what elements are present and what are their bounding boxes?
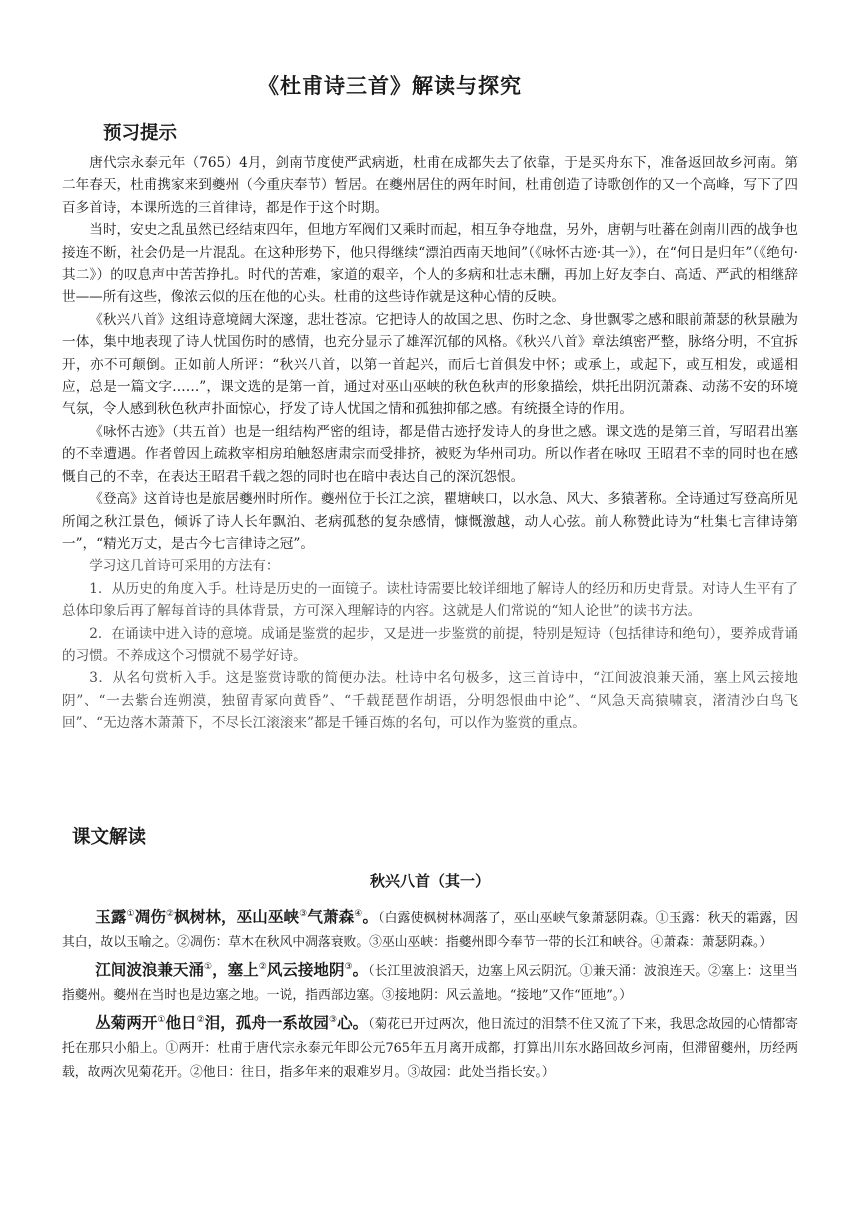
poem-text: ，塞上 [212,961,259,980]
poem-text: 凋伤 [134,908,166,927]
poem-text: 气萧森 [307,908,355,927]
poem-text: 玉露 [95,908,127,927]
paragraph: 《登高》这首诗也是旅居夔州时所作。夔州位于长江之滨，瞿塘峡口，以水急、风大、多猿著称。全诗通过写登高所见所闻之秋江景色，倾诉了诗人长年飘泊、老病孤愁的复杂感情，慷慨激越，动人心弦。前人称赞此诗为“杜集七言律诗第一”，“精光万丈，是古今七言律诗之冠”。 [62,491,798,552]
poem-text: 枫树林，巫山巫峡 [174,908,300,927]
poem-text: 江间波浪兼天涌 [95,961,204,980]
note-marker: ③ [328,1015,338,1026]
poem-text: 。 [352,961,369,980]
poem-text: 。 [362,908,379,927]
poem-line-entry [62,955,798,1008]
note-marker: ① [204,962,213,973]
poem-gloss: （白露使枫树林凋落了，巫山巫峡气象萧瑟阴森。①玉露：秋天的霜露，因其白，故以玉喻之。②凋伤：草木在秋风中凋落衰败。③巫山巫峡：指夔州即今奉节一带的长江和峡谷。④萧森：萧瑟阴森。） [62,911,798,951]
method-item: 1．从历史的角度入手。杜诗是历史的一面镜子。读杜诗需要比较详细地了解诗人的经历和历史背景。对诗人生平有了总体印象后再了解每首诗的具体背景，方可深入理解诗的内容。这就是人们常说的“知人论世”的读书方法。 [62,580,798,620]
methods-intro: 学习这几首诗可采用的方法有： [89,558,280,575]
section-heading-preview: 预习提示 [103,123,178,144]
poem-text: 心。 [337,1014,369,1033]
poem-text: 风云接地阴 [266,961,345,980]
poem-line [95,1014,368,1032]
note-marker: ③ [344,962,353,973]
section-heading-text: 课文解读 [72,827,147,848]
paragraph: 《秋兴八首》这组诗意境阔大深邃，悲壮苍凉。它把诗人的故国之思、伤时之念、身世飘零之感和眼前萧瑟的秋景融为一体，集中地表现了诗人忧国伤时的感情，也充分显示了雄浑沉郁的风格。《秋兴八首》章法缜密严整，脉络分明，不宜拆开，亦不可颠倒。正如前人所评：“秋兴八首，以第一首起兴，而后七首俱发中怀；或承上，或起下，或互相发，或遥相应，总是一篇文字……”，课文选的是第一首，通过对巫山巫峡的秋色秋声的形象描绘，烘托出阴沉萧森、动荡不安的环境气氛，令人感到秋色秋声扑面惊心，抒发了诗人忧国之情和孤独抑郁之感。有统摄全诗的作用。 [62,311,798,418]
poem-gloss: （长江里波浪滔天，边塞上风云阴沉。①兼天涌：波浪连天。②塞上：这里当指夔州。夔州在当时也是边塞之地。一说，指西部边塞。③接地阴：风云盖地。“接地”又作“匝地”。） [62,964,798,1004]
note-marker: ③ [299,909,308,919]
method-item: 3．从名句赏析入手。这是鉴赏诗歌的简便办法。杜诗中名句极多，这三首诗中，“江间波浪兼天涌，塞上风云接地阴”、“一去紫台连朔漠，独留青冢向黄昏”、“千载琵琶作胡语，分明怨恨曲中论”、“风急天高猿啸哀，渚清沙白鸟飞回”、“无边落木萧萧下，不尽长江滚滚来”都是千锤百炼的名句，可以作为鉴赏的重点。 [62,670,798,732]
paragraph: 当时，安史之乱虽然已经结束四年，但地方军阀们又乘时而起，相互争夺地盘，另外，唐朝与吐蕃在剑南川西的战争也接连不断，社会仍是一片混乱。在这种形势下，他只得继续“漂泊西南天地间”（《咏怀古迹·其一》），在“何日是归年”（《绝句·其二》）的叹息声中苦苦挣扎。时代的苦难，家道的艰辛，个人的多病和壮志未酬，再加上好友李白、高适、严武的相继辞世——所有这些，像浓云似的压在他的心头。杜甫的这些诗作就是这种心情的反映。 [62,222,798,306]
poem-annotations [62,902,798,1085]
preview-body [62,152,798,735]
note-marker: ② [165,909,175,919]
paragraph: 唐代宗永泰元年（765）4月，剑南节度使严武病逝，杜甫在成都失去了依靠，于是买舟东下，准备返回故乡河南。第二年春天，杜甫携家来到夔州（今重庆奉节）暂居。在夔州居住的两年时间，杜甫创造了诗歌创作的又一个高峰，写下了四百多首诗，本课所选的三首律诗，都是作于这个时期。 [62,155,798,216]
method-item: 2．在诵读中进入诗的意境。成诵是鉴赏的起步，又是进一步鉴赏的前提，特别是短诗（包括律诗和绝句），要养成背诵的习惯。不养成这个习惯就不易学好诗。 [62,625,798,664]
note-marker: ① [126,909,135,919]
note-marker: ① [157,1015,166,1026]
poem-text: 丛菊两开 [95,1014,158,1033]
poem-text: 泪，孤舟一系故园 [204,1014,329,1033]
note-marker: ② [258,962,267,973]
poem-line-entry [62,1008,798,1085]
note-marker: ② [196,1015,205,1026]
poem-text: 他日 [165,1014,197,1033]
poem-line [95,961,368,979]
note-marker: ④ [354,909,363,919]
poem-title: 秋兴八首（其一） [369,872,490,890]
poem-gloss: （菊花已开过两次，他日流过的泪禁不住又流了下来，我思念故园的心情都寄托在那只小船上。①两开：杜甫于唐代宗永泰元年即公元765年五月离开成都，打算出川东水路回故乡河南，但滞留夔州，历经两载，故两次见菊花开。②他日：往日，指多年来的艰难岁月。③故园：此处当指长安。） [62,1017,798,1081]
document-title: 《杜甫诗三首》解读与探究 [258,74,522,98]
paragraph: 《咏怀古迹》（共五首）也是一组结构严密的组诗，都是借古迹抒发诗人的身世之感。课文选的是第三首，写昭君出塞的不幸遭遇。作者曾因上疏救宰相房珀触怒唐肃宗而受排挤，被贬为华州司功。所以作者在咏叹 王昭君不幸的同时也在感慨自己的不幸，在表达王昭君千载之怨的同时也在暗中表达自己的深沉怨恨。 [62,423,798,485]
poem-line [95,908,378,926]
poem-line-entry [62,902,798,955]
